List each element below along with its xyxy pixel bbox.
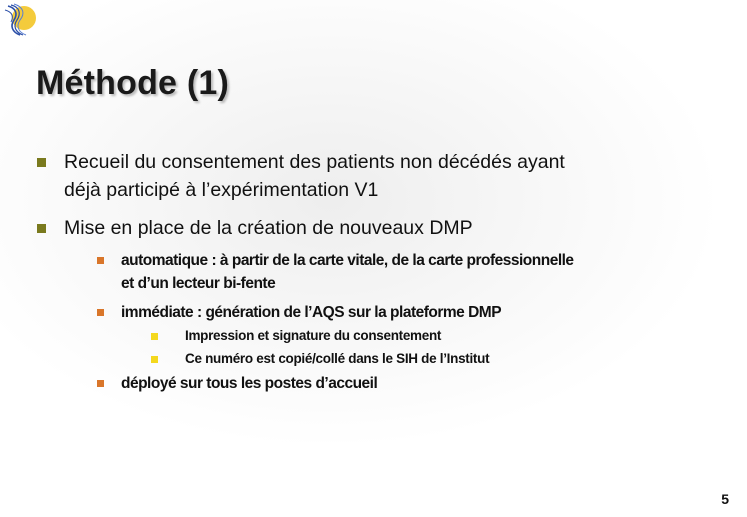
sub-bullet-immediate xyxy=(121,301,711,324)
square-bullet-icon xyxy=(151,333,158,340)
bullet-line: Mise en place de la création de nouveaux DMP xyxy=(64,217,473,239)
bullet-item-recueil xyxy=(64,148,704,204)
sub-sub-bullet-impression xyxy=(185,325,705,347)
square-bullet-icon xyxy=(97,309,104,316)
bullet-line: immédiate : génération de l’AQS sur la plateforme DMP xyxy=(121,304,502,321)
slide-title: Méthode (1) xyxy=(36,64,229,102)
sub-sub-bullet-numero xyxy=(185,348,705,370)
bullet-line: automatique : à partir de la carte vitale, de la carte professionnelle xyxy=(121,252,574,269)
square-bullet-icon xyxy=(97,257,104,264)
square-bullet-icon xyxy=(151,356,158,363)
bullet-line: déployé sur tous les postes d’accueil xyxy=(121,375,378,392)
sub-bullet-deploye xyxy=(121,372,711,395)
bullet-line: Recueil du consentement des patients non décédés ayant xyxy=(64,151,565,173)
bullet-line: déjà participé à l’expérimentation V1 xyxy=(64,179,379,201)
square-bullet-icon xyxy=(37,158,46,167)
square-bullet-icon xyxy=(37,224,46,233)
bullet-line: Impression et signature du consentement xyxy=(185,328,442,343)
bullet-line: Ce numéro est copié/collé dans le SIH de l’Institut xyxy=(185,351,490,366)
sub-bullet-automatique xyxy=(121,249,711,295)
bullet-line: et d’un lecteur bi-fente xyxy=(121,275,276,292)
bullet-item-mise-en-place xyxy=(64,214,704,242)
square-bullet-icon xyxy=(97,380,104,387)
page-number: 5 xyxy=(721,491,729,507)
